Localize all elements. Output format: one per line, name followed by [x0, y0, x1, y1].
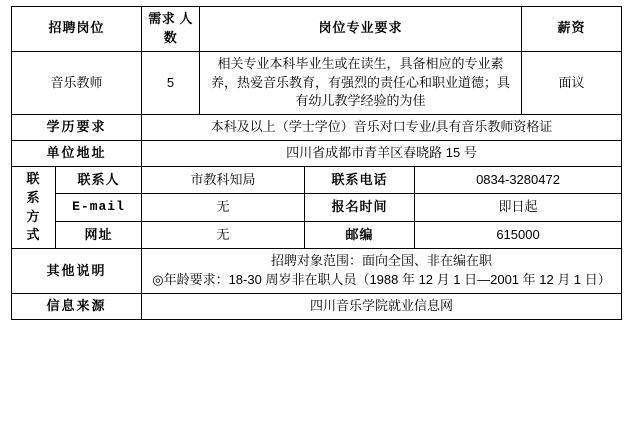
job-posting-sheet: [0, 6, 632, 444]
contact-phone-value: 0834-3280472: [415, 166, 622, 193]
contact-person-value: 市教科知局: [142, 166, 305, 193]
other-notes-line-1: 招聘对象范围：面向全国、非在编在职: [271, 253, 493, 269]
application-period-label: 报名时间: [305, 194, 415, 221]
website-label: 网址: [56, 221, 142, 248]
postcode-value: 615000: [415, 221, 622, 248]
address-value: 四川省成都市青羊区春晓路 15 号: [142, 141, 622, 167]
education-value: 本科及以上（学士学位）音乐对口专业/具有音乐教师资格证: [142, 115, 622, 141]
header-requirements: 岗位专业要求: [200, 7, 522, 52]
table-row-contact-2: [12, 194, 622, 221]
other-notes-label: 其他说明: [12, 249, 142, 294]
contact-label-char-0: 联: [26, 170, 41, 186]
table-row-job: [12, 51, 622, 115]
header-headcount-line1: 需求: [148, 11, 176, 26]
address-label: 单位地址: [12, 141, 142, 167]
other-notes-value: [142, 249, 622, 294]
table-row-education: [12, 115, 622, 141]
website-value: 无: [142, 221, 305, 248]
table-row-contact-3: [12, 221, 622, 248]
contact-person-label: 联系人: [56, 166, 142, 193]
source-label: 信息来源: [12, 293, 142, 319]
contact-label-char-3: 式: [26, 227, 41, 243]
job-headcount-value: 5: [142, 51, 200, 115]
job-requirements-value: 相关专业本科毕业生或在读生，具备相应的专业素养，热爱音乐教育，有强烈的责任心和职业道德；具有幼儿教学经验的为佳: [200, 51, 522, 115]
email-value: 无: [142, 194, 305, 221]
header-headcount-line2: 人数: [163, 11, 193, 45]
table-row-source: [12, 293, 622, 319]
contact-phone-label: 联系电话: [305, 166, 415, 193]
job-salary-value: 面议: [522, 51, 622, 115]
contact-label-char-1: 系: [26, 189, 41, 205]
application-period-value: 即日起: [415, 194, 622, 221]
job-posting-table: [11, 6, 622, 320]
table-header-row: [12, 7, 622, 52]
other-notes-line-2: ◎年龄要求：18-30 周岁非在职人员（1988 年 12 月 1 日—2001 年 12 月 1 日）: [152, 272, 611, 288]
job-position-value: 音乐教师: [12, 51, 142, 115]
source-value: 四川音乐学院就业信息网: [142, 293, 622, 319]
header-salary: 薪资: [522, 7, 622, 52]
postcode-label: 邮编: [305, 221, 415, 248]
email-label: E-mail: [56, 194, 142, 221]
table-row-contact-1: [12, 166, 622, 193]
table-row-notes: [12, 249, 622, 294]
table-row-address: [12, 141, 622, 167]
contact-label-char-2: 方: [26, 208, 41, 224]
education-label: 学历要求: [12, 115, 142, 141]
header-headcount: [142, 7, 200, 52]
contact-method-label: [12, 166, 56, 248]
header-position: 招聘岗位: [12, 7, 142, 52]
